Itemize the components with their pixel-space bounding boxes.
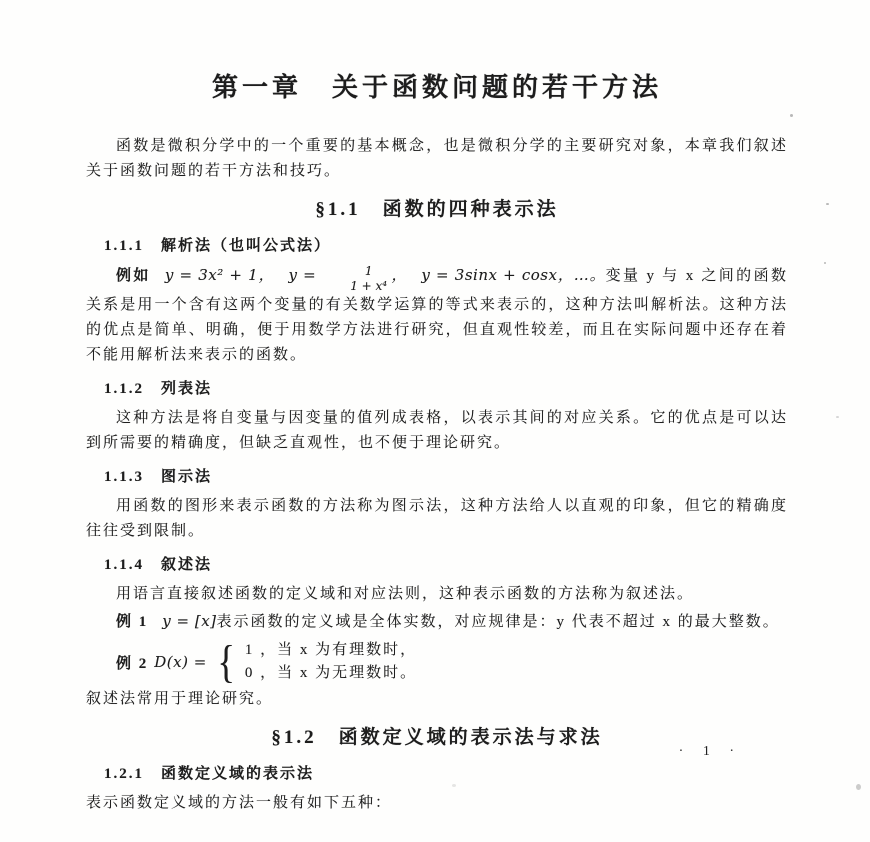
scan-speck — [856, 784, 861, 790]
scan-speck — [826, 203, 829, 205]
example-1-text: 表示函数的定义域是全体实数，对应规律是：y 代表不超过 x 的最大整数。 — [216, 614, 780, 630]
piecewise-case-irrational: 0 ，当 x 为无理数时。 — [244, 665, 418, 681]
page-number: · 1 · — [678, 744, 742, 759]
paragraph-graph-method: 用函数的图形来表示函数的方法称为图示法，这种方法给人以直观的印象，但它的精确度往往受到限制。 — [86, 498, 788, 539]
sub-heading-1-1-2: 1.1.2 列表法 — [104, 381, 213, 397]
fraction-numerator: 1 — [364, 264, 373, 278]
sub-heading-1-2-1: 1.2.1 函数定义域的表示法 — [104, 766, 315, 782]
section-1-1-heading: §1.1 函数的四种表示法 — [315, 199, 559, 220]
example-1-formula: y = [x] — [162, 612, 217, 630]
paragraph-descriptive-method: 用语言直接叙述函数的定义域和对应法则，这种表示函数的方法称为叙述法。 — [116, 586, 695, 602]
sub-heading-1-1-3: 1.1.3 图示法 — [104, 469, 213, 485]
fraction — [318, 265, 389, 293]
chapter-title: 第一章 关于函数问题的若干方法 — [211, 73, 662, 102]
curly-brace: { — [217, 636, 237, 687]
example-1-label: 例 1 — [116, 614, 149, 630]
fraction-denominator: 1 + x⁴ — [350, 279, 388, 293]
scan-speck — [452, 784, 456, 787]
scan-speck — [790, 114, 793, 117]
closing-remark: 叙述法常用于理论研究。 — [86, 691, 274, 707]
formula-trig: y = 3sinx + cosx，…。 — [421, 266, 606, 284]
example-lead-label: 例如 — [116, 268, 151, 284]
scan-speck — [836, 416, 839, 418]
paragraph-analytic-method — [86, 263, 788, 368]
formula-quadratic: y = 3x² + 1， — [164, 266, 275, 284]
sub-heading-1-1-4: 1.1.4 叙述法 — [104, 557, 213, 573]
formula-fraction-prefix: y = — [288, 266, 317, 284]
formula-fraction-suffix: ， — [391, 266, 408, 284]
sub-heading-1-1-1: 1.1.1 解析法（也叫公式法） — [104, 238, 332, 254]
paragraph-analytic-text: 变量 y 与 x 之间的函数关系是用一个含有这两个变量的有关数学运算的等式来表示的，这种方法叫解析法。这种方法的优点是简单、明确，便于用数学方法进行研究，但直观性较差，而且在实际问题中还存在着不能用解析法来表示的函数。 — [86, 268, 788, 363]
paragraph-domain-methods: 表示函数定义域的方法一般有如下五种： — [86, 795, 393, 811]
example-1 — [86, 609, 788, 635]
piecewise-case-rational: 1 ，当 x 为有理数时， — [244, 642, 418, 658]
example-2-label: 例 2 — [116, 655, 149, 672]
example-2-function: D(x) = — [154, 653, 207, 671]
section-1-2-heading: §1.2 函数定义域的表示法与求法 — [271, 727, 603, 748]
example-2 — [86, 636, 788, 687]
scan-speck — [824, 262, 826, 264]
piecewise-cases — [245, 639, 417, 685]
intro-paragraph: 函数是微积分学中的一个重要的基本概念，也是微积分学的主要研究对象，本章我们叙述关于函数问题的若干方法和技巧。 — [86, 138, 788, 179]
paragraph-table-method: 这种方法是将自变量与因变量的值列成表格，以表示其间的对应关系。它的优点是可以达到所需要的精确度，但缺乏直观性，也不便于理论研究。 — [86, 410, 788, 451]
